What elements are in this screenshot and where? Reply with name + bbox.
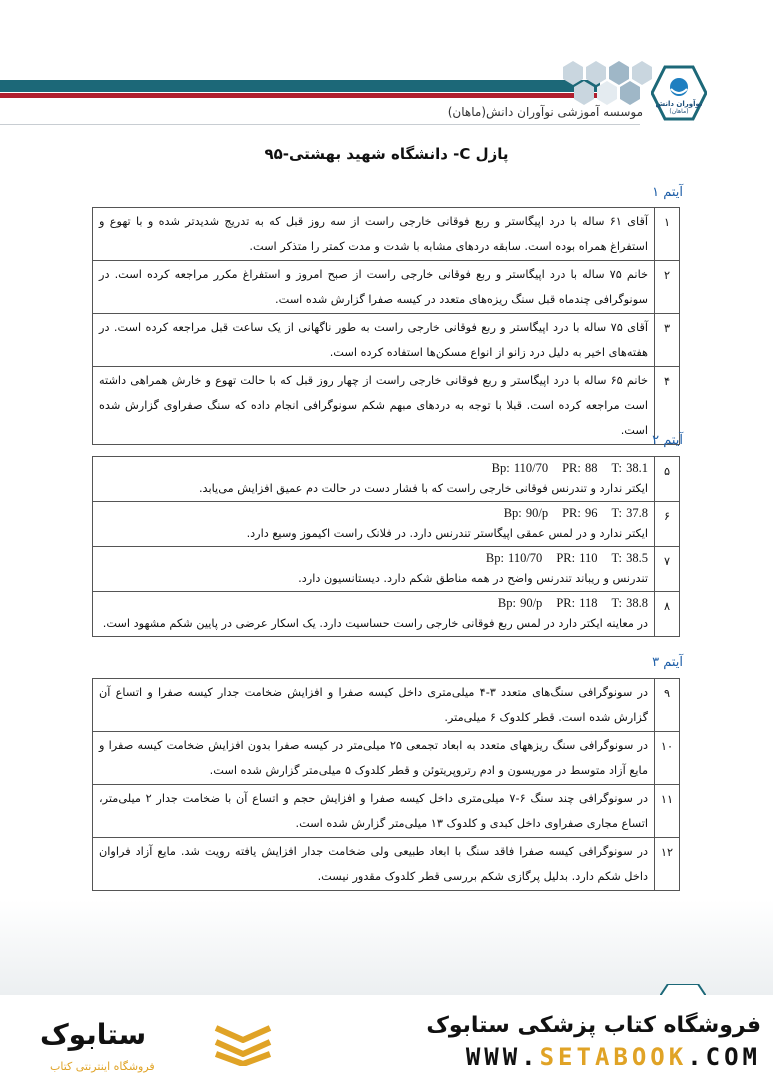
table-row (93, 502, 680, 547)
header-stripe-red (0, 93, 600, 98)
pr-value: PR: 96 (562, 506, 598, 520)
item-number: ۱ (655, 208, 680, 261)
section-heading-2: آیتم ۲ (652, 433, 683, 448)
section-heading-1: آیتم ۱ (652, 185, 683, 200)
url-prefix: WWW. (465, 1043, 540, 1071)
institute-logo (648, 62, 710, 124)
item-number: ۵ (655, 457, 680, 502)
table-row (93, 547, 680, 592)
item-number: ۱۰ (655, 732, 680, 785)
item-table-1 (92, 207, 680, 445)
item-text: آقای ۶۱ ساله با درد اپیگاستر و ربع فوقانی خارجی راست از سه روز قبل که به تدریج شدیدتر شده و با تهوع و استفراغ همراه بوده است. سابقه دردهای مشابه با شدت و مدت کمتر را متذکر است. (93, 208, 655, 261)
table-row (93, 367, 680, 445)
vital-signs (99, 593, 648, 613)
table-row (93, 592, 680, 637)
item-text: خانم ۶۵ ساله با درد اپیگاستر و ربع فوقانی خارجی راست از چهار روز قبل که با حالت تهوع و خارش همراهی داشته است مراجعه کرده است. قبلا با توجه به دردهای مبهم شکم سونوگرافی انجام داده که سنگ صفراوی گزارش شده است. (93, 367, 655, 445)
item-number: ۳ (655, 314, 680, 367)
pr-value: PR: 118 (556, 596, 598, 610)
item-text: تندرنس و ریباند تندرنس واضح در همه مناطق شکم دارد. دیستانسیون دارد. (298, 572, 648, 585)
url-highlight: SETABOOK (539, 1043, 688, 1071)
shop-url-link[interactable] (466, 1043, 761, 1071)
item-number: ۹ (655, 679, 680, 732)
item-text: در سونوگرافی چند سنگ ۶-۷ میلی‌متری داخل کیسه صفرا و افزایش حجم و اتساع آن با ضخامت جدار ۲ میلی‌متر، اتساع مجاری صفراوی داخل کبدی و کلدوک ۱۳ میلی‌متر گزارش شده است. (93, 785, 655, 838)
url-suffix: .COM (687, 1043, 761, 1071)
brand-logo: ستابوک (40, 1018, 147, 1051)
bp-value: Bp: 90/p (503, 506, 549, 520)
table-row (93, 785, 680, 838)
temp-value: T: 38.8 (611, 596, 648, 610)
item-text: در سونوگرافی کیسه صفرا فاقد سنگ با ابعاد طبیعی ولی ضخامت جدار افزایش یافته رویت شد. مایع آزاد فراوان داخل شکم دارد. بدلیل پرگازی شکم بررسی قطر کلدوک مقدور نیست. (93, 838, 655, 891)
item-number: ۶ (655, 502, 680, 547)
pr-value: PR: 88 (562, 461, 598, 475)
table-row (93, 208, 680, 261)
item-text: در سونوگرافی سنگ ریزههای متعدد به ابعاد تجمعی ۲۵ میلی‌متر در کیسه صفرا بدون افزایش ضخامت کیسه صفرا و مایع آزاد متوسط در موریسون و ادم رتروپریتوئن و قطر کلدوک ۵ میلی‌متر گزارش شده است. (93, 732, 655, 785)
table-row (93, 457, 680, 502)
temp-value: T: 38.5 (611, 551, 648, 565)
logo-subtitle: (ماهان) (669, 108, 689, 115)
book-stack-icon (212, 1018, 274, 1066)
brand-tagline: فروشگاه اینترنتی کتاب (50, 1060, 155, 1073)
table-row (93, 732, 680, 785)
item-text: ایکتر ندارد و تندرنس فوقانی خارجی راست که با فشار دست در حالت دم عمیق افزایش می‌یابد. (198, 482, 648, 495)
header-stripe-teal (0, 80, 600, 92)
item-table-3 (92, 678, 680, 891)
table-row (93, 261, 680, 314)
shop-name: فروشگاه کتاب پزشکی ستابوک (426, 1013, 761, 1038)
pr-value: PR: 110 (556, 551, 598, 565)
item-text: آقای ۷۵ ساله با درد اپیگاستر و ربع فوقانی خارجی راست به طور ناگهانی از یک ساعت قبل مراجعه کرده است. در هفته‌های اخیر به دلیل درد زانو از انواع مسکن‌ها استفاده کرده است. (93, 314, 655, 367)
vital-signs (99, 458, 648, 478)
institute-name: موسسه آموزشی نوآوران دانش(ماهان) (447, 105, 643, 119)
temp-value: T: 38.1 (611, 461, 648, 475)
table-row (93, 838, 680, 891)
item-text: ایکتر ندارد و در لمس عمقی اپیگاستر تندرنس دارد. در فلانک راست اکیموز وسیع دارد. (246, 527, 648, 540)
vital-signs (99, 548, 648, 568)
item-number: ۱۲ (655, 838, 680, 891)
item-number: ۸ (655, 592, 680, 637)
footer-fade (0, 900, 773, 995)
bp-value: Bp: 110/70 (485, 551, 543, 565)
bp-value: Bp: 110/70 (491, 461, 549, 475)
section-heading-3: آیتم ۳ (652, 655, 683, 670)
table-row (93, 679, 680, 732)
item-text: خانم ۷۵ ساله با درد اپیگاستر و ربع فوقانی خارجی راست از صبح امروز و استفراغ مکرر مراجعه کرده است. در سونوگرافی چندماه قبل سنگ ریزه‌های متعدد در کیسه صفرا گزارش شده است. (93, 261, 655, 314)
temp-value: T: 37.8 (611, 506, 648, 520)
item-number: ۷ (655, 547, 680, 592)
bp-value: Bp: 90/p (497, 596, 543, 610)
table-row (93, 314, 680, 367)
header-divider (0, 124, 640, 125)
item-number: ۱۱ (655, 785, 680, 838)
page-title: پازل C- دانشگاه شهید بهشتی-۹۵ (264, 145, 509, 163)
logo-title: نوآوران دانش (655, 100, 703, 108)
item-text: در سونوگرافی سنگ‌های متعدد ۳-۴ میلی‌متری داخل کیسه صفرا و افزایش ضخامت جدار کیسه صفرا و اتساع آن گزارش شده است. قطر کلدوک ۶ میلی‌متر. (93, 679, 655, 732)
item-number: ۲ (655, 261, 680, 314)
item-number: ۴ (655, 367, 680, 445)
vital-signs (99, 503, 648, 523)
item-table-2 (92, 456, 680, 637)
item-text: در معاینه ایکتر دارد در لمس ربع فوقانی خارجی راست حساسیت دارد. یک اسکار عرضی در پایین شکم مشهود است. (102, 617, 648, 630)
